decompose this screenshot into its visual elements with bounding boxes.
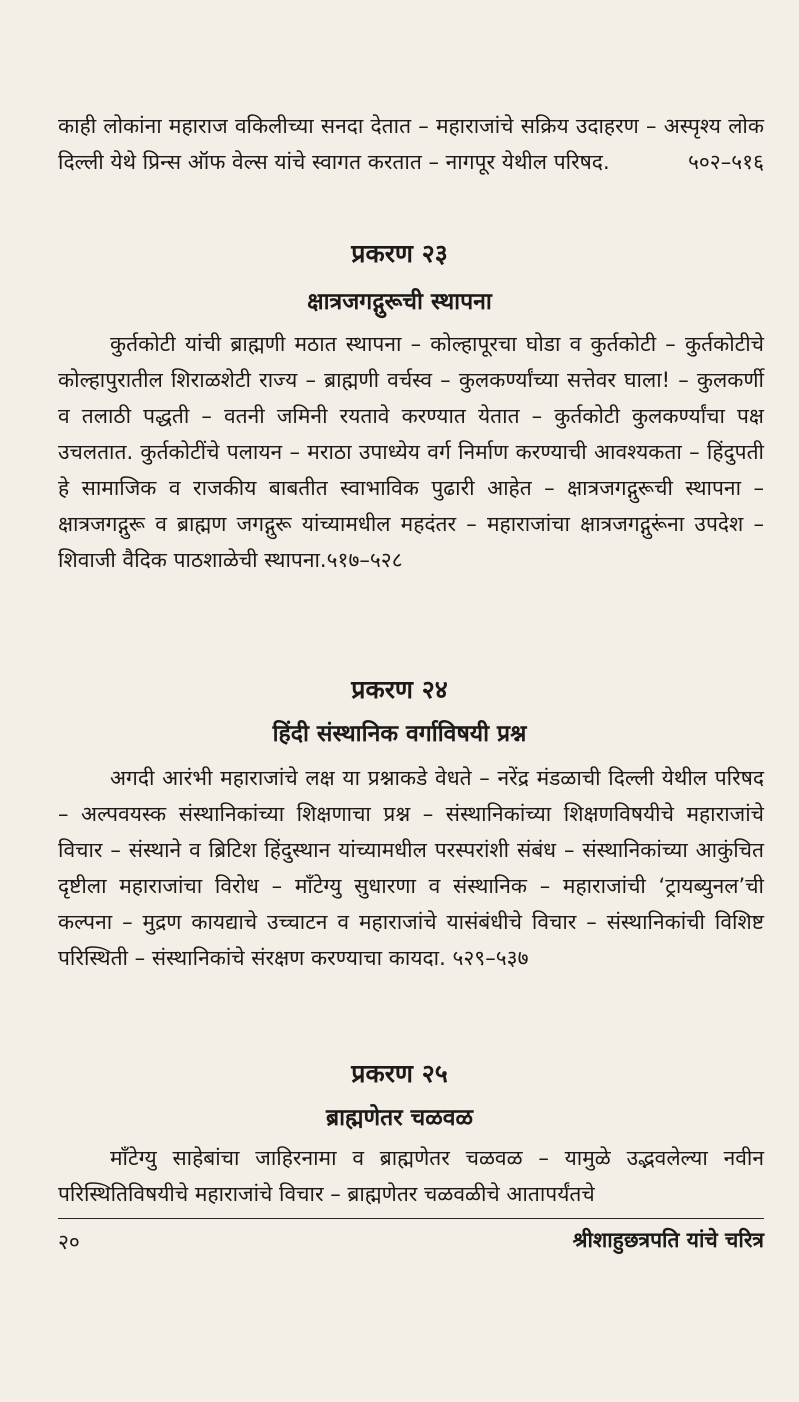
chapter-23-heading: प्रकरण २३ [351,239,448,268]
chapter-23-title: क्षात्रजगद्गुरूची स्थापना [307,289,492,315]
chapter-24-title: हिंदी संस्थानिक वर्गाविषयी प्रश्न [272,721,527,747]
chapter-24-text: अगदी आरंभी महाराजांचे लक्ष या प्रश्नाकडे वेधते – नरेंद्र मंडळाची दिल्ली येथील परिषद – अल्पवयस्क संस्थानिकांच्या शिक्षणाचा प्रश्न – संस्थानिकांच्या शिक्षणविषयीचे महाराजांचे विचार – संस्थाने व ब्रिटिश हिंदुस्थान यांच्यामधील परस्परांशी संबंध – संस्थानिकांच्या आकुंचित दृष्टीला महाराजांचा विरोध – मॉंटेग्यु सुधारणा व संस्थानिक – महाराजांची ‘ट्रायब्युनल’ची कल्पना – मुद्रण कायद्याचे उच्चाटन व महाराजांचे यासंबंधीचे विचार – संस्थानिकांची विशिष्ट परिस्थिती – संस्थानिकांचे संरक्षण करण्याचा कायदा. [58,766,764,970]
chapter-23-page-range: ५१७–५२८ [326,548,403,572]
chapter-25-summary [58,1140,764,1212]
chapter-24-page-range: ५२९–५३७ [452,946,529,970]
chapter-25-text: मॉंटेग्यु साहेबांचा जाहिरनामा व ब्राह्मणेतर चळवळ – यामुळे उद्भवलेल्या नवीन परिस्थितिविषयीचे महाराजांचे विचार – ब्राह्मणेतर चळवळीचे आतापर्यंतचे [58,1146,764,1206]
chapter-25-title: ब्राह्मणेतर चळवळ [325,1105,474,1131]
chapter-23-text: कुर्तकोटी यांची ब्राह्मणी मठात स्थापना – कोल्हापूरचा घोडा व कुर्तकोटी – कुर्तकोटीचे कोल्हापुरातील शिराळशेटी राज्य – ब्राह्मणी वर्चस्व – कुलकर्ण्यांच्या सत्तेवर घाला! – कुलकर्णी व तलाठी पद्धती – वतनी जमिनी रयतावे करण्यात येतात – कुर्तकोटी कुलकर्ण्यांचा पक्ष उचलतात. कुर्तकोटींचे पलायन – मराठा उपाध्येय वर्ग निर्माण करण्याची आवश्यकता – हिंदुपती हे सामाजिक व राजकीय बाबतीत स्वाभाविक पुढारी आहेत – क्षात्रजगद्गुरूची स्थापना – क्षात्रजगद्गुरू व ब्राह्मण जगद्गुरू यांच्यामधील महदंतर – महाराजांचा क्षात्रजगद्गुरूंना उपदेश – शिवाजी वैदिक पाठशाळेची स्थापना. [58,332,764,572]
chapter-23-summary [58,326,764,578]
intro-paragraph [58,108,764,180]
running-book-title: श्रीशाहुछत्रपति यांचे चरित्र [572,1228,764,1252]
chapter-24-heading: प्रकरण २४ [351,675,448,704]
chapter-25-heading: प्रकरण २५ [351,1059,448,1088]
footer-divider [58,1218,764,1219]
intro-text: काही लोकांना महाराज वकिलीच्या सनदा देतात – महाराजांचे सक्रिय उदाहरण – अस्पृश्य लोक दिल्ली येथे प्रिन्स ऑफ वेल्स यांचे स्वागत करतात – नागपूर येथील परिषद. [58,114,764,174]
page-number: २० [58,1230,80,1254]
chapter-24-summary [58,760,764,976]
intro-page-range: ५०२–५१६ [687,150,764,174]
